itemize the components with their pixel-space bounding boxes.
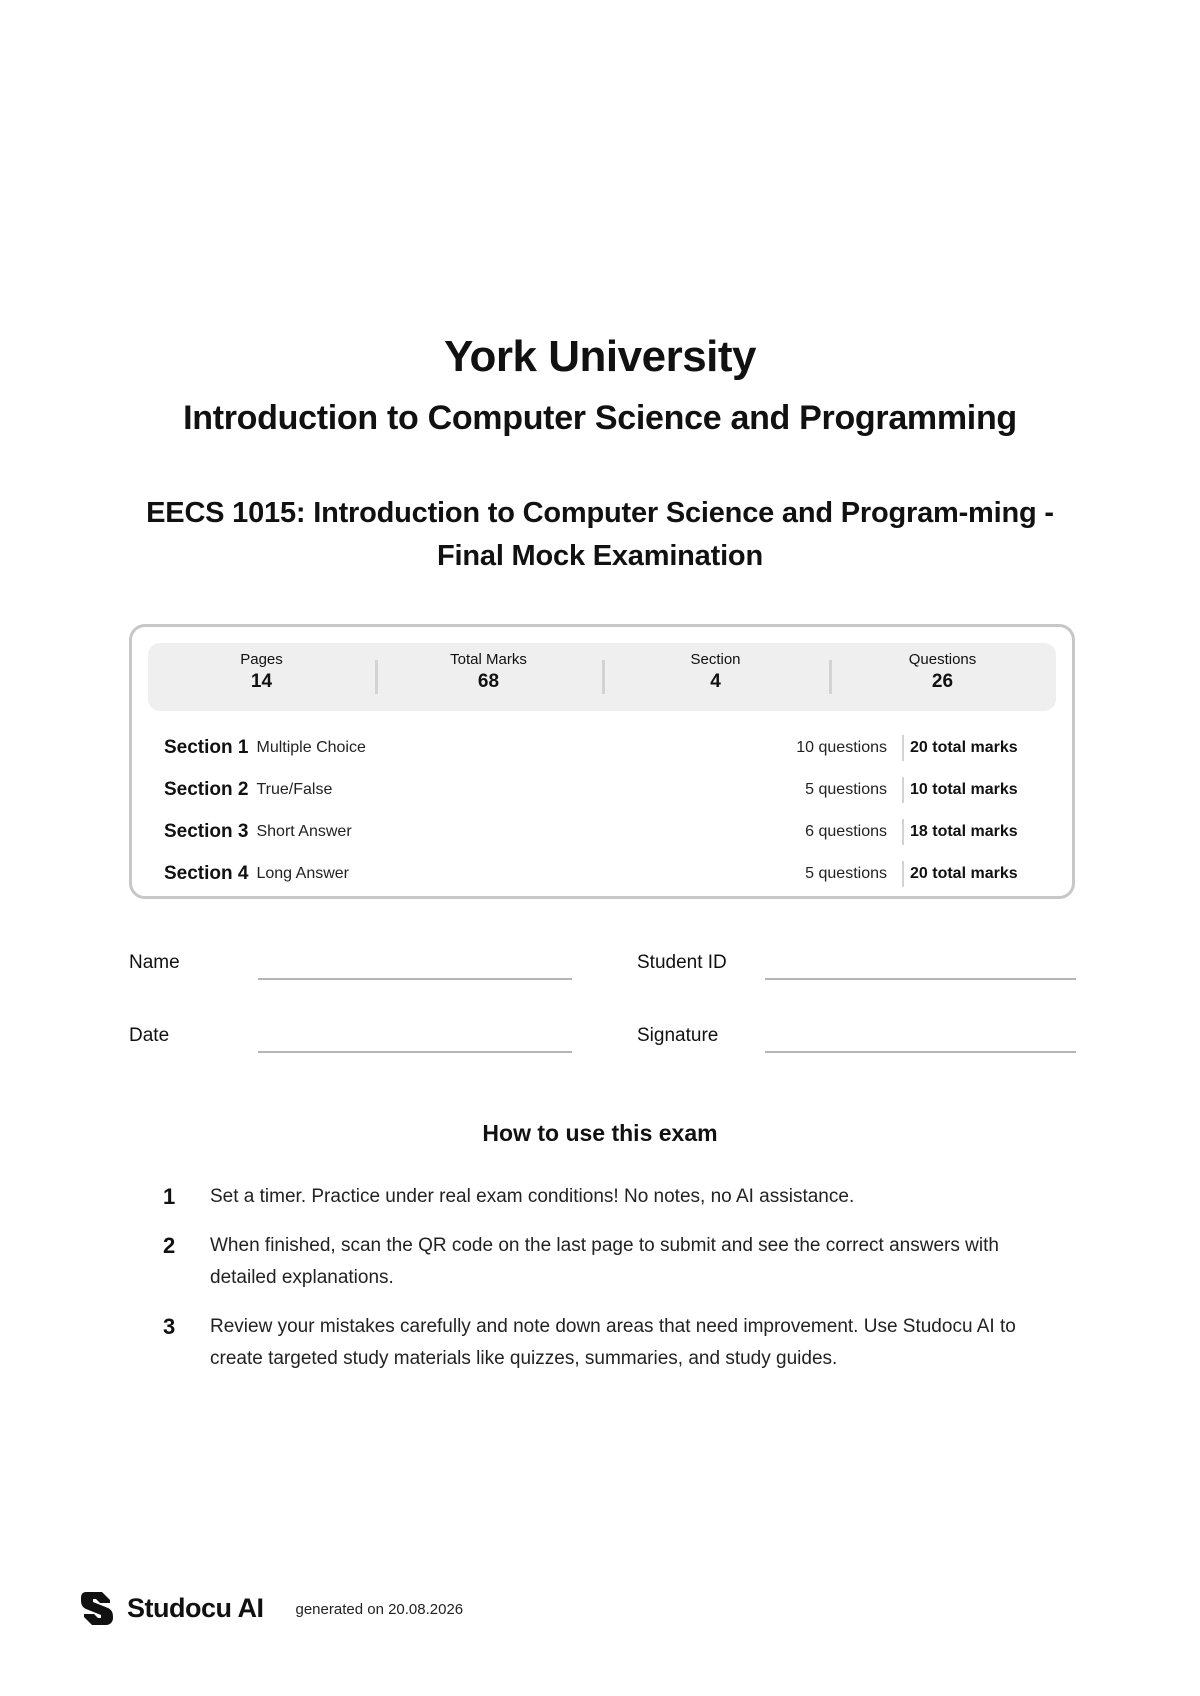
section-row (164, 727, 1040, 769)
stat-label: Section (690, 651, 741, 668)
step-number: 2 (163, 1233, 176, 1258)
section-question-count: 5 questions (805, 781, 887, 798)
section-list (164, 727, 1040, 895)
section-name: Section 1 (164, 737, 249, 758)
instructions-title: How to use this exam (482, 1120, 718, 1146)
stat-total-marks (375, 643, 602, 711)
stat-section (602, 643, 829, 711)
stat-label: Total Marks (450, 651, 527, 668)
section-marks: 20 total marks (910, 865, 1018, 882)
stat-pages (148, 643, 375, 711)
step-text: Set a timer. Practice under real exam conditions! No notes, no AI assistance. (210, 1186, 855, 1207)
date-label: Date (129, 1025, 170, 1046)
section-name: Section 3 (164, 821, 249, 842)
stat-value: 68 (477, 671, 500, 692)
student-id-field[interactable] (765, 978, 1076, 980)
studocu-logo-icon (80, 1590, 114, 1626)
section-marks: 18 total marks (910, 823, 1018, 840)
exam-summary-card (129, 624, 1075, 899)
section-type: Multiple Choice (256, 739, 366, 756)
section-marks: 10 total marks (910, 781, 1018, 798)
signature-label: Signature (637, 1025, 719, 1046)
university-title: York University (443, 332, 757, 381)
step-number: 1 (163, 1184, 176, 1209)
student-id-label: Student ID (637, 952, 727, 973)
step-number: 3 (163, 1314, 176, 1339)
stat-label: Pages (240, 651, 283, 668)
stat-value: 26 (931, 671, 954, 692)
section-divider (902, 735, 904, 761)
date-field[interactable] (258, 1051, 572, 1053)
stat-value: 14 (250, 671, 273, 692)
stat-value: 4 (710, 671, 721, 692)
step-text: Review your mistakes carefully and note down areas that need improvement. Use Studocu AI to create targeted study materials like quizzes, summaries, and study guides. (210, 1316, 1016, 1369)
section-row (164, 811, 1040, 853)
exam-title: EECS 1015: Introduction to Computer Science and Program-ming - Final Mock Examination (146, 497, 1054, 572)
section-type: True/False (256, 781, 333, 798)
section-divider (902, 861, 904, 887)
name-field[interactable] (258, 978, 572, 980)
exam-stats-bar (148, 643, 1056, 711)
generated-date: generated on 20.08.2026 (295, 1600, 464, 1618)
signature-field[interactable] (765, 1051, 1076, 1053)
instruction-step (163, 1181, 1063, 1213)
section-marks: 20 total marks (910, 739, 1018, 756)
section-question-count: 6 questions (805, 823, 887, 840)
section-question-count: 10 questions (796, 739, 887, 756)
course-title: Introduction to Computer Science and Programming (183, 399, 1017, 437)
footer (80, 1588, 463, 1628)
section-type: Long Answer (256, 865, 349, 882)
section-row (164, 769, 1040, 811)
section-row (164, 853, 1040, 895)
stat-label: Questions (908, 651, 977, 668)
section-type: Short Answer (256, 823, 352, 840)
instruction-step (163, 1311, 1063, 1375)
step-text: When finished, scan the QR code on the last page to submit and see the correct answers with detailed explanations. (210, 1235, 999, 1288)
section-divider (902, 777, 904, 803)
section-question-count: 5 questions (805, 865, 887, 882)
stat-questions (829, 643, 1056, 711)
section-divider (902, 819, 904, 845)
section-name: Section 4 (164, 863, 249, 884)
instruction-step (163, 1230, 1063, 1294)
brand-name: Studocu AI (127, 1592, 264, 1623)
section-name: Section 2 (164, 779, 249, 800)
name-label: Name (129, 952, 180, 973)
